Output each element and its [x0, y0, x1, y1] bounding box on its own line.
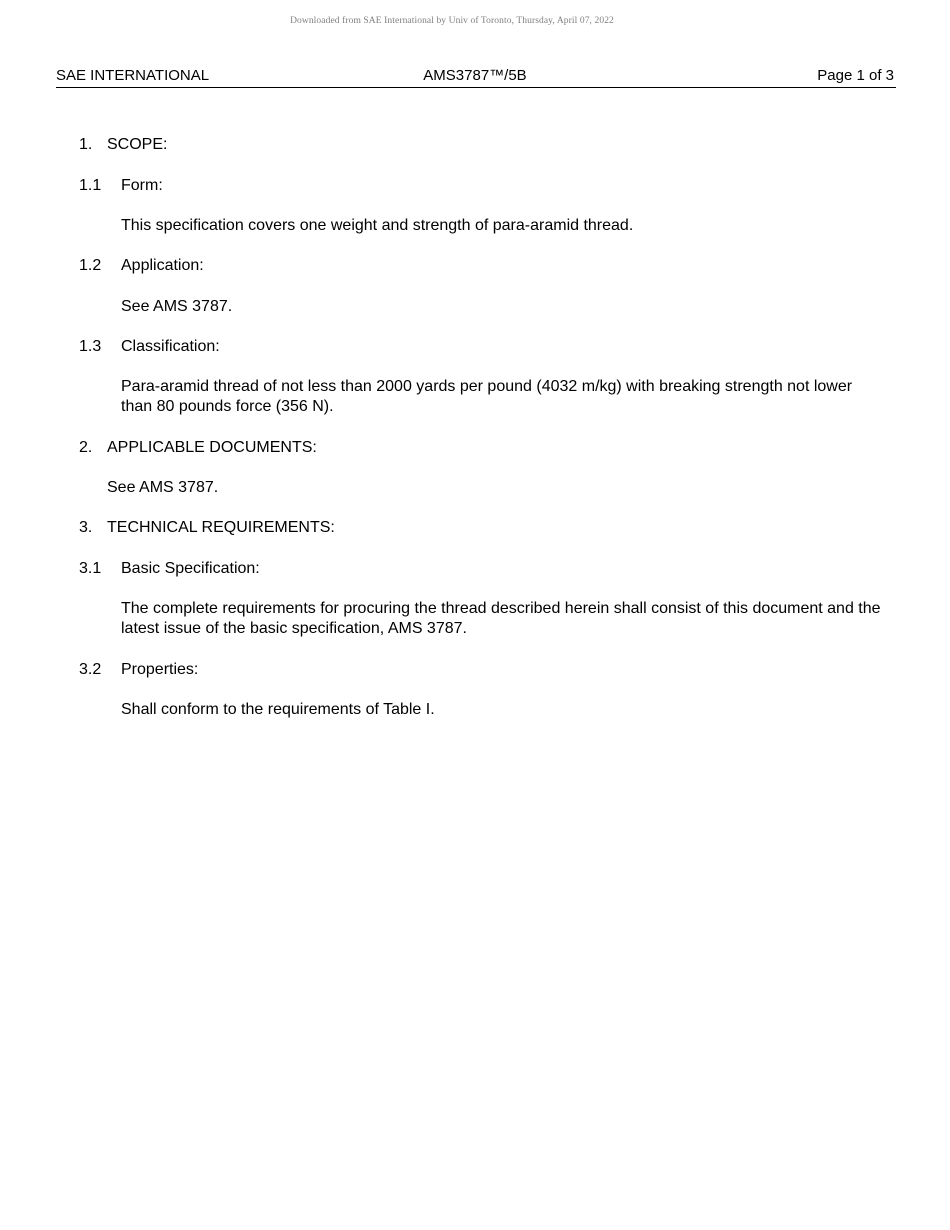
section-number: 1.2 — [79, 257, 102, 274]
header-document-number: AMS3787™/5B — [423, 67, 527, 84]
section-number: 3.2 — [79, 661, 102, 678]
section-number: 3.1 — [79, 560, 102, 577]
section-number: 3. — [79, 519, 93, 536]
section-title: Application: — [121, 257, 204, 274]
section-2-text: See AMS 3787. — [107, 479, 219, 496]
section-3-2-text: Shall conform to the requirements of Table I. — [121, 701, 435, 718]
section-number: 2. — [79, 439, 93, 456]
download-notice: Downloaded from SAE International by Univ of Toronto, Thursday, April 07, 2022 — [290, 16, 614, 26]
page-header — [56, 67, 896, 88]
section-title: Basic Specification: — [121, 560, 260, 577]
section-number: 1.1 — [79, 177, 102, 194]
section-title: Classification: — [121, 338, 220, 355]
header-page-number: Page 1 of 3 — [817, 67, 894, 84]
section-number: 1.3 — [79, 338, 102, 355]
section-title: Properties: — [121, 661, 199, 678]
section-1-3-text: Para-aramid thread of not less than 2000 yards per pound (4032 m/kg) with breaking strength not lower than 80 pounds force (356 N). — [121, 378, 853, 415]
section-title: Form: — [121, 177, 163, 194]
section-title: TECHNICAL REQUIREMENTS: — [107, 519, 335, 536]
header-organization: SAE INTERNATIONAL — [56, 67, 210, 84]
section-3-1-text: The complete requirements for procuring the thread described herein shall consist of this document and the latest issue of the basic specification, AMS 3787. — [121, 600, 881, 637]
section-number: 1. — [79, 136, 93, 153]
section-1-2-text: See AMS 3787. — [121, 298, 233, 315]
section-title: APPLICABLE DOCUMENTS: — [107, 439, 317, 456]
section-title: SCOPE: — [107, 136, 168, 153]
section-1-1-text: This specification covers one weight and strength of para-aramid thread. — [121, 217, 634, 234]
